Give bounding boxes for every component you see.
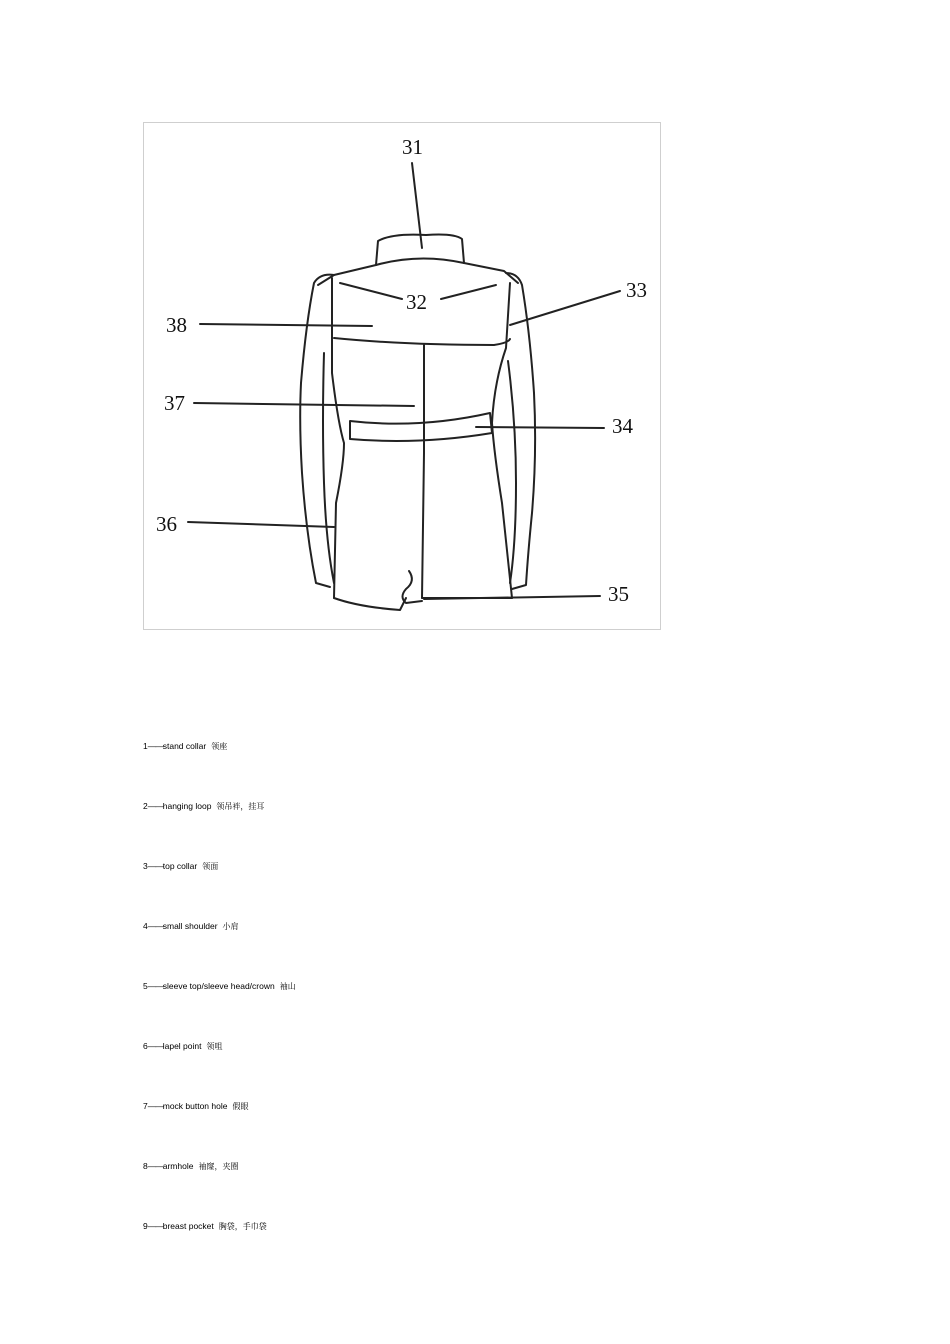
belt	[350, 413, 492, 441]
glossary-term-en: breast pocket	[162, 1221, 214, 1231]
body-right-side	[492, 283, 512, 598]
glossary-dash: ——	[147, 921, 163, 931]
callout-35: 35	[608, 582, 629, 606]
glossary-term-zh: 领咀	[206, 1042, 223, 1051]
glossary-term-en: mock button hole	[162, 1101, 228, 1111]
right-sleeve-inner	[508, 361, 516, 583]
glossary-term-zh: 领吊袢，挂耳	[216, 802, 265, 811]
glossary-item	[143, 740, 227, 753]
glossary-term-en: armhole	[162, 1161, 194, 1171]
glossary-number: 1	[143, 741, 148, 751]
left-sleeve-outer	[300, 275, 334, 587]
callout-37: 37	[164, 391, 185, 415]
glossary-term-zh: 假眼	[232, 1102, 249, 1111]
glossary-number: 5	[143, 981, 148, 991]
glossary-term-en: stand collar	[162, 741, 207, 751]
leader-36	[188, 522, 334, 527]
glossary-item	[143, 800, 264, 813]
leader-37	[194, 403, 414, 406]
glossary-item	[143, 1220, 267, 1233]
glossary-number: 7	[143, 1101, 148, 1111]
glossary-term-zh: 袖山	[279, 982, 296, 991]
glossary-dash: ——	[147, 801, 163, 811]
glossary-term-en: hanging loop	[162, 801, 212, 811]
glossary-number: 3	[143, 861, 148, 871]
glossary-term-en: lapel point	[162, 1041, 202, 1051]
glossary-dash: ——	[147, 1041, 163, 1051]
coat-back-drawing	[144, 123, 662, 631]
callout-34: 34	[612, 414, 633, 438]
glossary-number: 6	[143, 1041, 148, 1051]
glossary-term-zh: 胸袋，手巾袋	[218, 1222, 267, 1231]
glossary-item	[143, 980, 296, 993]
glossary-dash: ——	[147, 1161, 163, 1171]
garment-back-figure	[143, 122, 661, 630]
glossary-dash: ——	[147, 741, 163, 751]
glossary-term-zh: 小肩	[222, 922, 239, 931]
leader-38	[200, 324, 372, 326]
callout-31: 31	[402, 135, 423, 159]
glossary-item	[143, 920, 239, 933]
callout-32: 32	[406, 290, 427, 314]
leader-32b	[441, 285, 496, 299]
glossary-term-zh: 领座	[211, 742, 228, 751]
glossary-dash: ——	[147, 981, 163, 991]
leader-34	[476, 427, 604, 428]
glossary-dash: ——	[147, 861, 163, 871]
glossary-item	[143, 1160, 238, 1173]
glossary-item	[143, 860, 218, 873]
glossary-number: 8	[143, 1161, 148, 1171]
glossary-item	[143, 1040, 223, 1053]
callout-33: 33	[626, 278, 647, 302]
glossary-term-en: top collar	[162, 861, 198, 871]
glossary-number: 4	[143, 921, 148, 931]
glossary-item	[143, 1100, 248, 1113]
glossary-dash: ——	[147, 1221, 163, 1231]
glossary-number: 2	[143, 801, 148, 811]
glossary-term-en: small shoulder	[162, 921, 218, 931]
collar-band	[376, 258, 464, 265]
left-sleeve-inner	[323, 353, 334, 583]
glossary-number: 9	[143, 1221, 148, 1231]
glossary-dash: ——	[147, 1101, 163, 1111]
center-back-seam	[422, 345, 424, 598]
glossary-term-zh: 袖窿，夹圈	[198, 1162, 239, 1171]
callout-36: 36	[156, 512, 177, 536]
callout-38: 38	[166, 313, 187, 337]
yoke-seam	[334, 338, 510, 345]
glossary-term-zh: 领面	[202, 862, 219, 871]
leader-32a	[340, 283, 402, 299]
hem-left	[334, 598, 406, 610]
right-sleeve-outer	[506, 273, 535, 589]
glossary-term-en: sleeve top/sleeve head/crown	[162, 981, 275, 991]
